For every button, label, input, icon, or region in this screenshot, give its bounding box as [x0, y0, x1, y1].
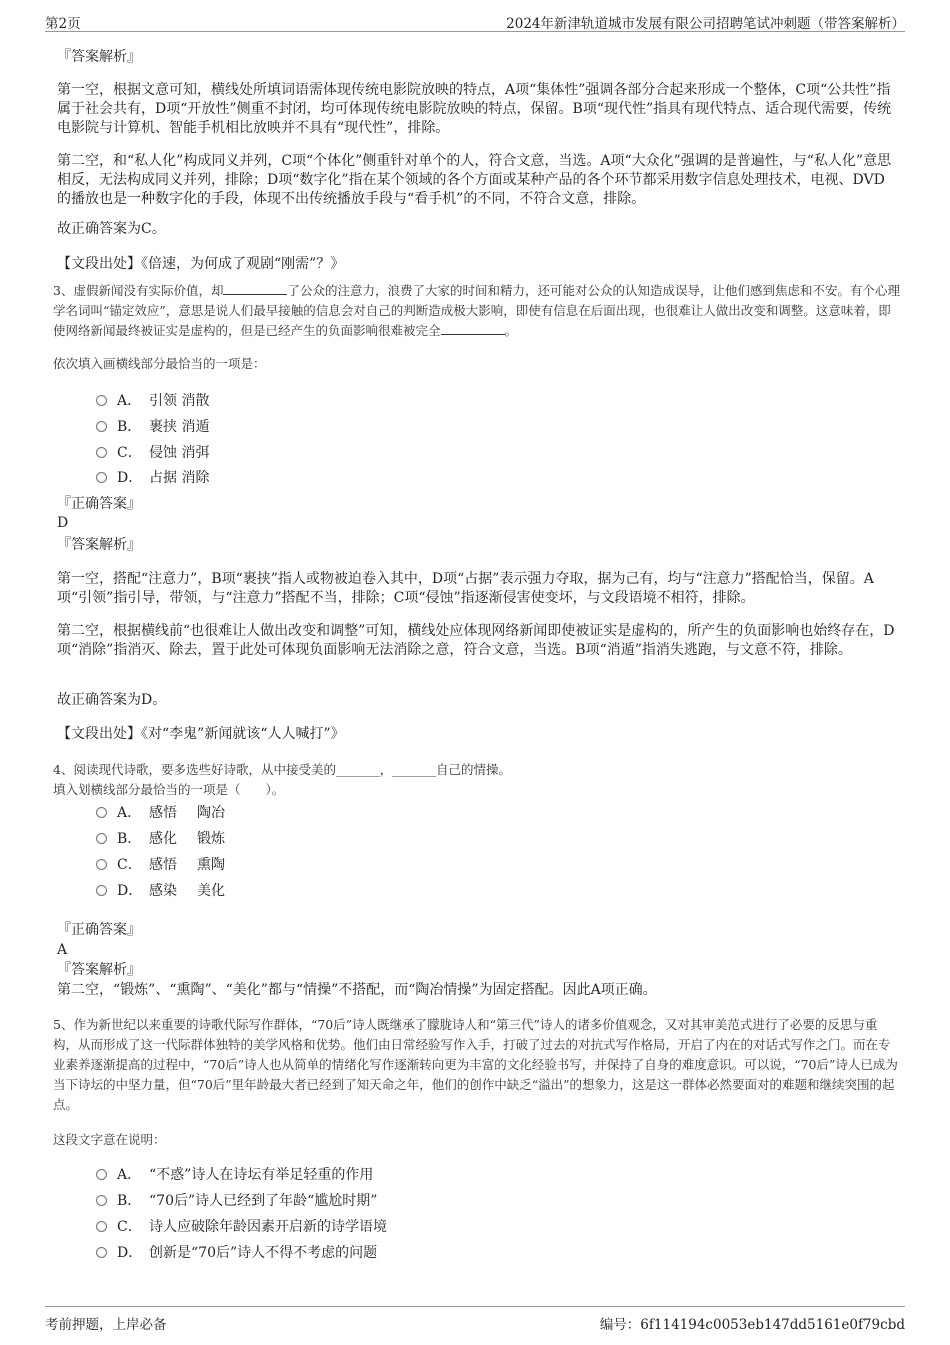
q3-blank-2	[441, 323, 505, 335]
q4-option-a[interactable]: A． 感悟 陶冶	[96, 802, 225, 822]
q4-option-b[interactable]: B． 感化 锻炼	[96, 828, 225, 848]
radio-icon[interactable]	[96, 395, 107, 406]
q4-analysis: 第二空，“锻炼”、“熏陶”、“美化”都与“情操”不搭配，而“陶冶情操”为固定搭配。因此A项正确。	[57, 982, 657, 998]
page-number: 第2页	[45, 16, 81, 32]
radio-icon[interactable]	[96, 1221, 107, 1232]
radio-icon[interactable]	[96, 1195, 107, 1206]
q3-option-a[interactable]: A． 引领 消散	[96, 390, 209, 410]
q3-answer: D	[57, 515, 69, 531]
q2-analysis-p2: 第二空，和“私人化”构成同义并列，C项“个体化”侧重针对单个的人，符合文意，当选。A项“大众化”强调的是普遍性，与“私人化”意思相反，无法构成同义并列，排除；D项“数字化”指在某个领域的各个方面或某种产品的各个环节都采用数字信息处理技术，电视、DVD的播放也是一种数字化的手段，体现不出传统播放手段与“看手机”的不同，不符合文意，排除。	[57, 153, 892, 207]
q4-prompt: 填入划横线部分最恰当的一项是（ ）。	[53, 782, 285, 797]
radio-icon[interactable]	[96, 833, 107, 844]
radio-icon[interactable]	[96, 1247, 107, 1258]
q4-analysis-label: 『答案解析』	[57, 962, 141, 978]
radio-icon[interactable]	[96, 859, 107, 870]
q2-analysis-label: 『答案解析』	[57, 49, 141, 65]
radio-icon[interactable]	[96, 1169, 107, 1180]
q5-option-d[interactable]: D． 创新是“70后”诗人不得不考虑的问题	[96, 1242, 377, 1262]
q4-option-c[interactable]: C． 感悟 熏陶	[96, 854, 225, 874]
footer-serial: 编号：6f114194c0053eb147dd5161e0f79cbd	[599, 1317, 905, 1333]
q5-option-a[interactable]: A． “不惑”诗人在诗坛有举足轻重的作用	[96, 1164, 373, 1184]
page-footer	[45, 1306, 905, 1333]
q3-option-b[interactable]: B． 裹挟 消遁	[96, 416, 209, 436]
document-title: 2024年新津轨道城市发展有限公司招聘笔试冲刺题（带答案解析）	[506, 16, 905, 32]
q3-analysis-label: 『答案解析』	[57, 537, 141, 553]
q3-option-d[interactable]: D． 占据 消除	[96, 467, 209, 487]
q2-analysis-p1: 第一空，根据文意可知，横线处所填词语需体现传统电影院放映的特点，A项“集体性”强调各部分合起来形成一个整体，C项“公共性”指属于社会共有，D项“开放性”侧重不封闭，均可体现传统电影院放映的特点，保留。B项“现代性”指具有现代特点、适合现代需要，传统电影院与计算机、智能手机相比放映并不具有“现代性”，排除。	[57, 82, 892, 136]
q4-option-d[interactable]: D． 感染 美化	[96, 880, 225, 900]
radio-icon[interactable]	[96, 472, 107, 483]
q3-prompt: 依次填入画横线部分最恰当的一项是：	[53, 356, 266, 371]
q5-option-b[interactable]: B． “70后”诗人已经到了年龄“尴尬时期”	[96, 1190, 377, 1210]
footer-slogan: 考前押题，上岸必备	[45, 1317, 167, 1333]
q5-option-c[interactable]: C． 诗人应破除年龄因素开启新的诗学语境	[96, 1216, 387, 1236]
q3-answer-label: 『正确答案』	[57, 496, 141, 512]
q2-conclusion: 故正确答案为C。	[57, 221, 166, 237]
q3-analysis-p2: 第二空，根据横线前“也很难让人做出改变和调整”可知，横线处应体现网络新闻即使被证实是虚构的，所产生的负面影响也始终存在，D项“消除”指消灭、除去，置于此处可体现负面影响无法消除之意，符合文意，当选。B项“消遁”指消失逃跑，与文意不符，排除。	[57, 623, 895, 658]
radio-icon[interactable]	[96, 885, 107, 896]
q3-blank-1	[223, 283, 287, 295]
q3-analysis-p1: 第一空，搭配“注意力”，B项“裹挟”指人或物被迫卷入其中，D项“占据”表示强力夺取，据为己有，均与“注意力”搭配恰当，保留。A项“引领”指引导，带领，与“注意力”搭配不当，排除；C项“侵蚀”指逐渐侵害使变坏，与文段语境不相符，排除。	[57, 571, 874, 606]
q3-source: 【文段出处】《对“李鬼”新闻就该“人人喊打”》	[57, 726, 345, 742]
q3-conclusion: 故正确答案为D。	[57, 692, 167, 708]
radio-icon[interactable]	[96, 807, 107, 818]
q5-prompt: 这段文字意在说明：	[53, 1132, 166, 1147]
radio-icon[interactable]	[96, 421, 107, 432]
q2-source: 【文段出处】《倍速，为何成了观剧“刚需”？》	[57, 256, 345, 272]
q5-stem: 5、作为新世纪以来重要的诗歌代际写作群体，“70后”诗人既继承了朦胧诗人和“第三代”诗人的诸多价值观念，又对其审美范式进行了必要的反思与重构，从而形成了这一代际群体独特的美学风格和优势。他们由日常经验写作入手，打破了过去的对抗式写作格局，开启了内在的对话式写作之门。而在专业素养逐渐提高的过程中，“70后”诗人也从简单的情绪化写作逐渐转向更为丰富的文化经验书写，并保持了自身的难度意识。可以说，“70后”诗人已成为当下诗坛的中坚力量，但“70后”里年龄最大者已经到了知天命之年，他们的创作中缺乏“溢出”的想象力，这是这一群体必然要面对的难题和继续突围的起点。	[53, 1017, 898, 1112]
q4-stem: 4、阅读现代诗歌，要多选些好诗歌，从中接受美的_______，_______自己的情操。	[53, 762, 511, 777]
q3-option-c[interactable]: C． 侵蚀 消弭	[96, 442, 209, 462]
q3-stem: 3、虚假新闻没有实际价值，却 了公众的注意力，浪费了大家的时间和精力，还可能对公众的认知造成误导，让他们感到焦虑和不安。有个心理学名词叫“锚定效应”，意思是说人们最早接触的信息会对自己的判断造成极大影响，即使有信息在后面出现，也很难让人做出改变和调整。这意味着，即使网络新闻最终被证实是虚构的，但是已经产生的负面影响很难被完全 。	[53, 283, 900, 338]
q4-answer: A	[57, 942, 68, 958]
q4-answer-label: 『正确答案』	[57, 922, 141, 938]
page-header	[45, 10, 905, 32]
radio-icon[interactable]	[96, 447, 107, 458]
